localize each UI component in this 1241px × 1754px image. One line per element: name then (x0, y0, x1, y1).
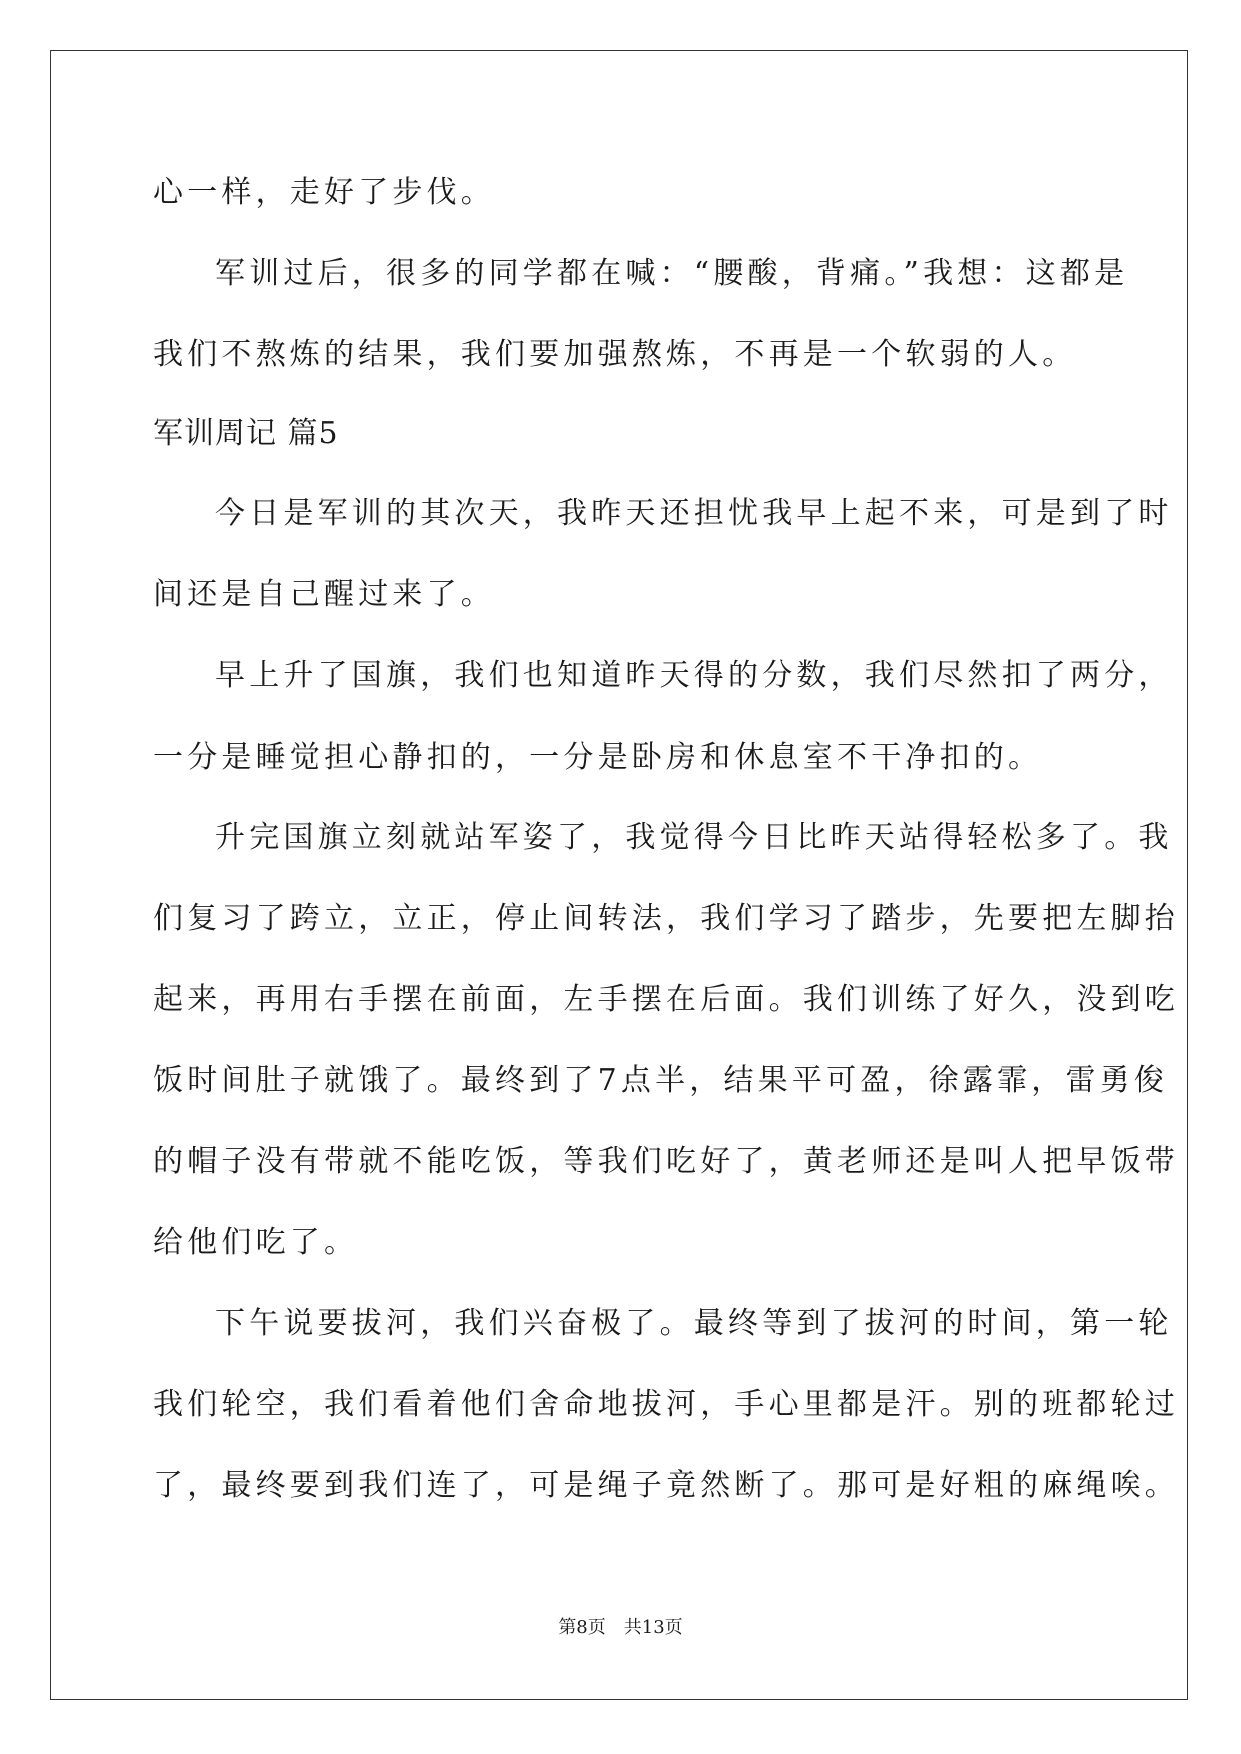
paragraph-start-line: 下午说要拔河，我们兴奋极了。最终等到了拔河的时间，第一轮 (215, 1306, 1173, 1341)
text-line: 我们不熬炼的结果，我们要加强熬炼，不再是一个软弱的人。 (153, 337, 1077, 372)
text-line: 了，最终要到我们连了，可是绳子竟然断了。那可是好粗的麻绳唉。 (153, 1468, 1179, 1503)
text-line: 饭时间肚子就饿了。最终到了7点半，结果平可盈，徐露霏，雷勇俊 (153, 1063, 1169, 1098)
text-line: 心一样，走好了步伐。 (153, 175, 495, 210)
page-number: 第8页 (558, 1617, 606, 1638)
page-total: 共13页 (623, 1617, 683, 1638)
text-line: 间还是自己醒过来了。 (153, 577, 495, 612)
text-line: 的帽子没有带就不能吃饭，等我们吃好了，黄老师还是叫人把早饭带 (153, 1144, 1179, 1179)
paragraph-start-line: 军训过后，很多的同学都在喊：“腰酸，背痛。”我想：这都是 (215, 256, 1129, 291)
page-border (50, 50, 1188, 1700)
page-footer (0, 1616, 1241, 1640)
text-line: 我们轮空，我们看着他们舍命地拔河，手心里都是汗。别的班都轮过 (153, 1387, 1179, 1422)
paragraph-start-line: 早上升了国旗，我们也知道昨天得的分数，我们尽然扣了两分， (215, 658, 1173, 693)
text-line: 一分是睡觉担心静扣的，一分是卧房和休息室不干净扣的。 (153, 740, 1043, 775)
section-heading: 军训周记 篇5 (153, 416, 339, 451)
paragraph-start-line: 今日是军训的其次天，我昨天还担忧我早上起不来，可是到了时 (215, 496, 1173, 531)
text-line: 们复习了跨立，立正，停止间转法，我们学习了踏步，先要把左脚抬 (153, 901, 1179, 936)
text-line: 给他们吃了。 (153, 1225, 359, 1260)
text-line: 起来，再用右手摆在前面，左手摆在后面。我们训练了好久，没到吃 (153, 982, 1179, 1017)
paragraph-start-line: 升完国旗立刻就站军姿了，我觉得今日比昨天站得轻松多了。我 (215, 820, 1173, 855)
